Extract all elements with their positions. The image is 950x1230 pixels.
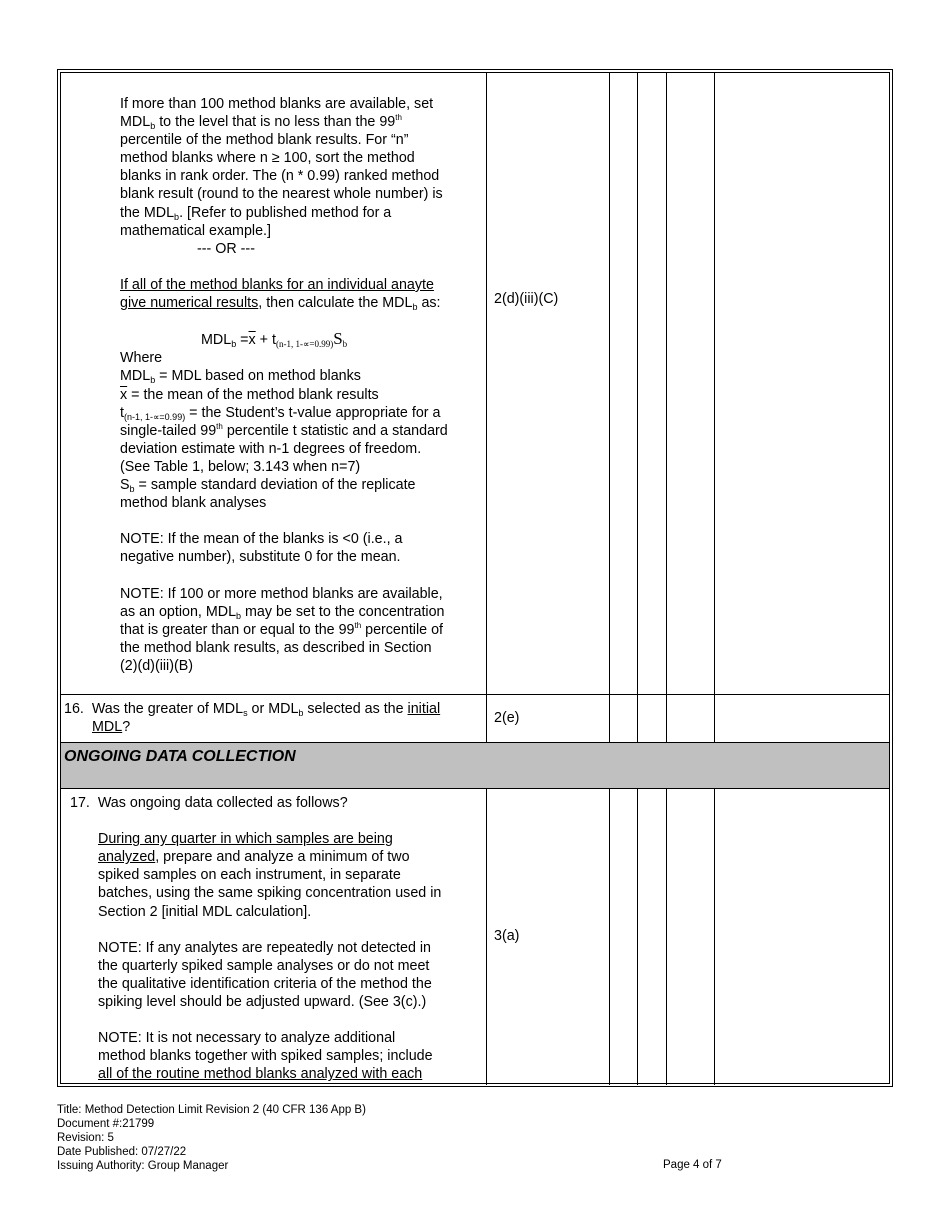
row17-reference: 3(a) [494,928,520,944]
footer-date: Date Published: 07/27/22 [57,1146,187,1158]
row-divider [61,742,889,743]
col-divider [637,788,638,1085]
footer-authority: Issuing Authority: Group Manager [57,1160,229,1172]
footer-title: Title: Method Detection Limit Revision 2 (40 CFR 136 App B) [57,1104,366,1116]
col-divider [609,788,610,1085]
col-divider [486,73,487,742]
row15-body: If more than 100 method blanks are available, set $MDL_b$ to the level that is no less than the 99th percentile of the method blank results. For “n” method blanks where n ≥ 100, sort the method blanks in rank order. The (n * 0.99) ranked method blank result (round to the nearest whole number) is the $MDL_b$. [Refer to published method for a mathematical example.] --- OR --- If all of the method blanks for an individual anayte give numerical results, then calculate the $MDL_b$ as: $MDL_b =\overline{x} + t_{(n-1, 1-\propto=0.99)}S_b$ Where $MDL_b$ = MDL based on method blanks $\overline{x}$ = the mean of the method blank results $t_{(n-1, 1-\propto=0.99)}$ = the Student’s t-value appropriate for a single-tailed 99th percentile t statistic and a standard deviation estimate with n-1 degrees of freedom. (See Table 1, below; 3.143 when n=7) $S_b$ = sample standard deviation of the replicate method blank analyses NOTE: If the mean of the blanks is <0 (i.e., a negative number), substitute 0 for the mean. NOTE: If 100 or more method blanks are available, as an option, $MDL_b$ may be set to the concentration that is greater than or equal to the 99th percentile of the method blank results, as described in Section (2)(d)(iii)(B) [120,95,485,675]
col-divider [714,788,715,1085]
section-title: ONGOING DATA COLLECTION [64,748,296,765]
row-divider [61,694,889,695]
col-divider [714,73,715,742]
col-divider [666,73,667,742]
col-divider [609,73,610,742]
row-divider [61,788,889,789]
document-footer [57,1103,366,1173]
row15-reference: 2(d)(iii)(C) [494,291,559,307]
mdl-b-formula: $MDL_b =\overline{x} + t_{(n-1, 1-\propto=0.99)}S_b$ [201,329,348,350]
row16-question: 16. Was the greater of $MDL_s$ or $MDL_b$ selected as the initial MDL? [64,701,441,736]
row16-reference: 2(e) [494,710,520,726]
row17-body: 17. Was ongoing data collected as follows? During any quarter in which samples are being analyzed, prepare and analyze a minimum of two spiked samples on each instrument, in separate batches, using the same spiking concentration used in Section 2 [initial MDL calculation]. NOTE: If any analytes are repeatedly not detected in the quarterly spiked sample analyses or do not meet the qualitative identification criteria of the method the spiking level should be adjusted upward. (See 3(c).) NOTE: It is not necessary to analyze additional method blanks together with spiked samples; include all of the routine method blanks analyzed with each [70,795,442,1083]
footer-revision: Revision: 5 [57,1132,114,1144]
col-divider [486,788,487,1085]
page-number: Page 4 of 7 [663,1159,722,1171]
col-divider [637,73,638,742]
footer-doc-number: Document #:21799 [57,1118,155,1130]
col-divider [666,788,667,1085]
